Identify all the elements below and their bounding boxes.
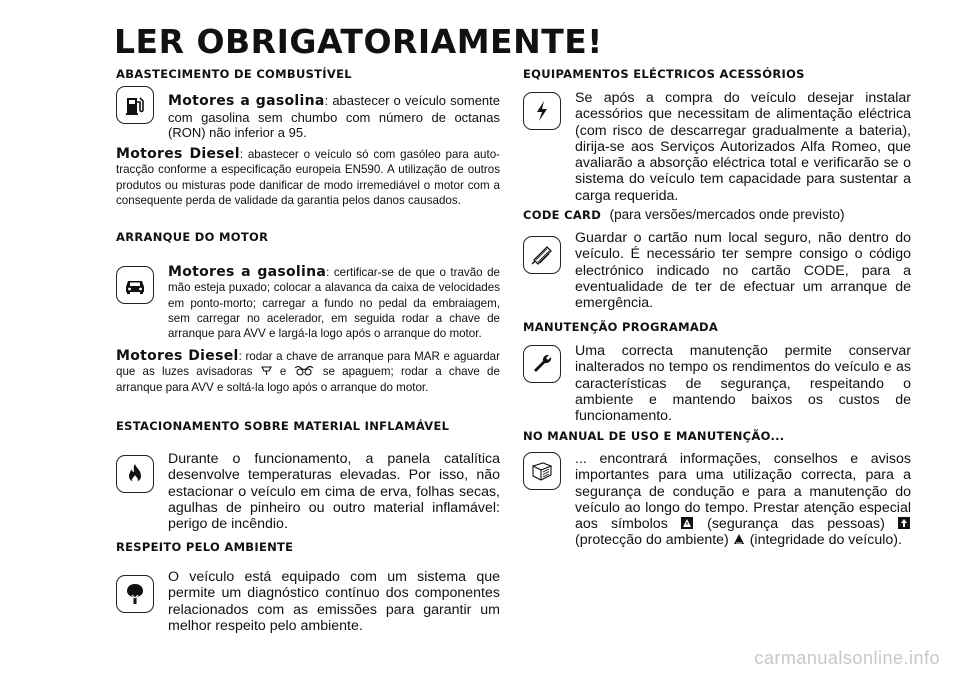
- manual-text: ... encontrará informações, conselhos e avisos importantes para uma utilização correcta, para a segurança de condução e para a manutenção do veículo ao longo do tempo. Prestar atenção especial aos símbolos (segurança das pessoas) (protecção do ambiente) (integridade do veículo).: [575, 451, 911, 549]
- fuel-diesel-text: Motores Diesel: abastecer o veículo só com gasóleo para auto-tracção conforme a especificação europeia EN590. A utilização de outros produtos ou misturas pode danificar de modo irremediável o motor com a consequente perda de validade da garantia pelos danos causados.: [116, 146, 500, 207]
- environment-symbol-icon: [898, 517, 911, 528]
- car-key-icon: [116, 266, 154, 304]
- electrical-heading: EQUIPAMENTOS ELÉCTRICOS ACESSÓRIOS: [523, 67, 805, 81]
- fire-icon: [116, 455, 154, 493]
- tree-icon: [116, 575, 154, 613]
- maintenance-text: Uma correcta manutenção permite conservar inalterados no tempo os rendimentos do veículo e as características de segurança, respeitando o ambiente e mantendo baixos os custos de funcionamento.: [575, 343, 911, 425]
- parking-text: Durante o funcionamento, a panela catalítica desenvolve temperaturas elevadas. Por isso, não estacionar o veículo em cima de erva, folhas secas, agulhas de pinheiro ou outro material inflamável: perigo de incêndio.: [168, 451, 500, 533]
- manual-book-icon: [523, 452, 561, 490]
- watermark: carmanualsonline.info: [754, 648, 940, 668]
- maintenance-heading: MANUTENÇÃO PROGRAMADA: [523, 320, 719, 334]
- vehicle-integrity-icon: [733, 533, 746, 544]
- lightning-icon: [523, 92, 561, 130]
- preheat-icon: [293, 365, 315, 376]
- code-card-text: Guardar o cartão num local seguro, não dentro do veículo. É necessário ter sempre consigo o código electrónico indicado no cartão CODE, para a eventualidade de ter de efectuar um arranque de emergência.: [575, 230, 911, 312]
- manual-heading: NO MANUAL DE USO E MANUTENÇÃO...: [523, 429, 785, 443]
- environment-text: O veículo está equipado com um sistema que permite um diagnóstico contínuo dos componentes relacionados com as emissões para garantir um melhor respeito pelo ambiente.: [168, 569, 500, 634]
- code-card-heading: CODE CARD (para versões/mercados onde previsto): [523, 207, 845, 222]
- start-diesel-text: Motores Diesel: rodar a chave de arranque para MAR e aguardar que as luzes avisadoras e se apaguem; rodar a chave de arranque para AVV e soltá-la logo após o arranque do motor.: [116, 348, 500, 394]
- person-safety-icon: [681, 517, 694, 528]
- page-title: LER OBRIGATORIAMENTE!: [114, 22, 603, 61]
- wrench-icon: [523, 345, 561, 383]
- environment-heading: RESPEITO PELO AMBIENTE: [116, 540, 294, 554]
- code-card-icon: [523, 236, 561, 274]
- start-heading: ARRANQUE DO MOTOR: [116, 230, 269, 244]
- electrical-text: Se após a compra do veículo desejar instalar acessórios que necessitam de alimentação eléctrica (com risco de descarregar gradualmente a bateria), dirija-se aos Serviços Autorizados Alfa Romeo, que avaliarão a absorção eléctrica total e verificarão se o sistema do veículo tem capacidade para sustentar a carga requerida.: [575, 90, 911, 204]
- glow-plug-icon: [260, 365, 273, 376]
- parking-heading: ESTACIONAMENTO SOBRE MATERIAL INFLAMÁVEL: [116, 419, 450, 433]
- fuel-heading: ABASTECIMENTO DE COMBUSTÍVEL: [116, 67, 352, 81]
- fuel-petrol-text: Motores a gasolina: abastecer o veículo somente com gasolina sem chumbo com número de octanas (RON) não inferior a 95.: [168, 93, 500, 140]
- start-petrol-text: Motores a gasolina: certificar-se de que o travão de mão esteja puxado; colocar a alavanca da caixa de velocidades em ponto-morto; carregar a fundo no pedal da embraiagem, sem carregar no acelerador, em seguida rodar a chave de arranque para AVV e largá-la logo após o arranque do motor.: [168, 264, 501, 341]
- fuel-pump-icon: [116, 86, 154, 124]
